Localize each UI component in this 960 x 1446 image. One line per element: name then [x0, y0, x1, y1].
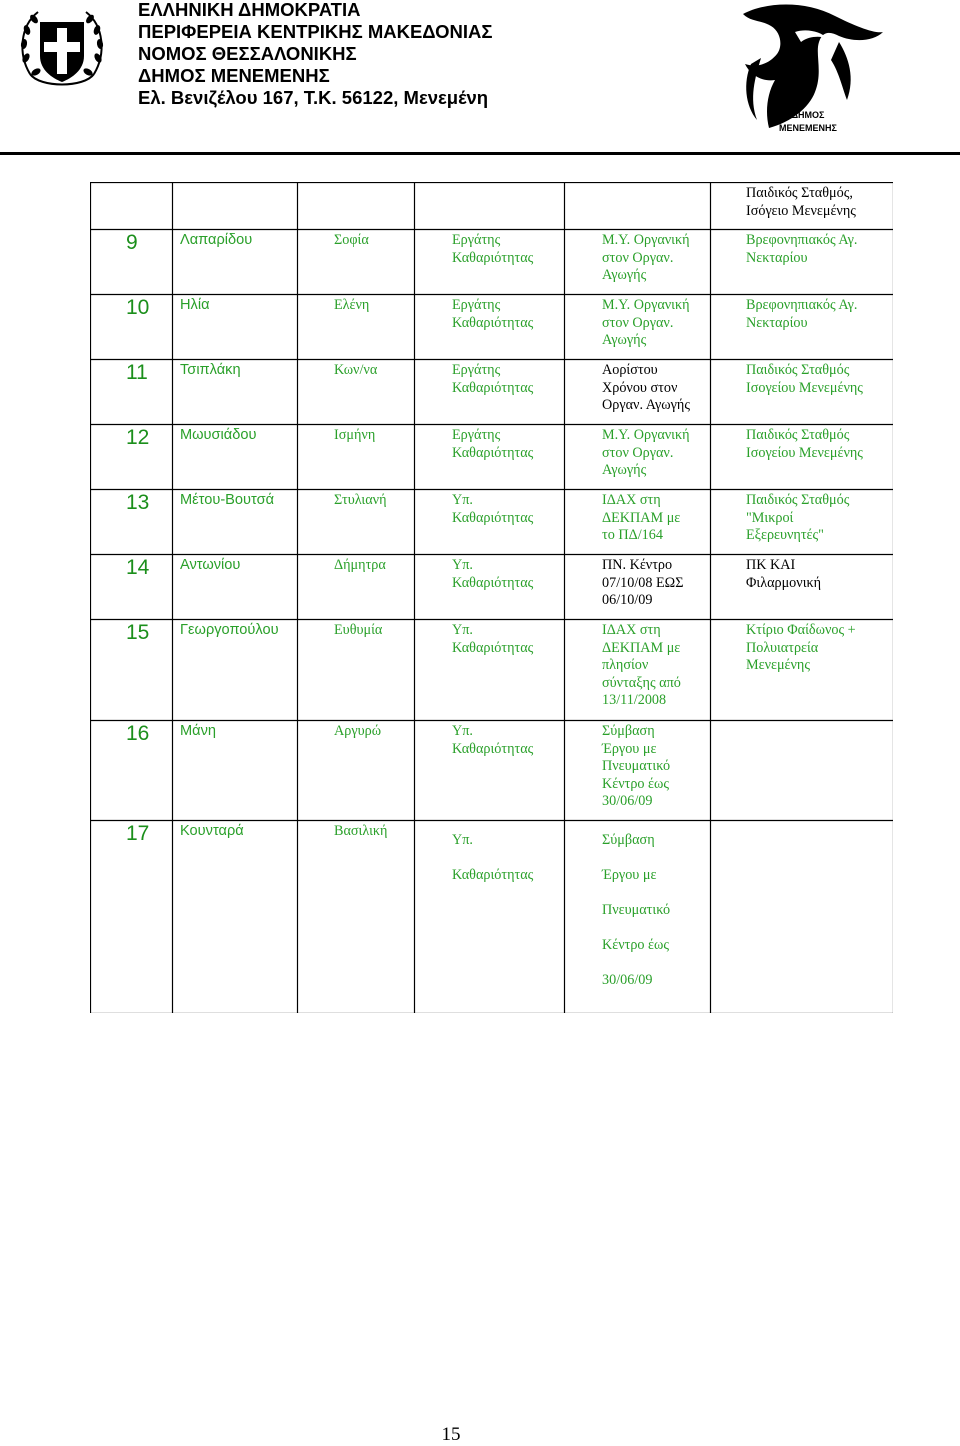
greek-coat-of-arms-icon [16, 4, 108, 96]
position-cell [452, 492, 533, 527]
service-cell-line: 30/06/09 [602, 972, 653, 988]
position-cell-line: Καθαριότητας [452, 639, 534, 656]
service-cell-line: Έργου με [602, 867, 657, 883]
service-cell-line: ΔΕΚΠΑΜ με [602, 509, 681, 526]
service-cell-line: πλησίον [602, 657, 649, 674]
service-cell [602, 297, 690, 350]
row-number: 12 [126, 426, 150, 449]
location-line: Παιδικός Σταθμός, [746, 185, 853, 201]
first-name-cell: Σοφία [334, 232, 369, 248]
position-cell-line: Καθαριότητας [452, 574, 534, 591]
location-cell [746, 362, 863, 397]
letterhead [0, 0, 960, 160]
location-cell [746, 232, 857, 267]
service-cell-line: ΙΔΑΧ στη [602, 622, 661, 638]
first-name-cell: Αργυρώ [334, 723, 382, 739]
location-cell-line: "Μικροί [746, 509, 794, 526]
org-line-address: Ελ. Βενιζέλου 167, Τ.Κ. 56122, Μενεμένη [138, 87, 489, 108]
service-cell-line: Αγωγής [602, 267, 647, 284]
service-cell-line: Αγωγής [602, 462, 647, 479]
service-cell-line: Μ.Υ. Οργανική [602, 232, 690, 248]
organization-address-block [138, 0, 498, 109]
position-cell [452, 297, 533, 332]
location-cell-line: Βρεφονηπιακός Αγ. [746, 232, 858, 248]
service-cell [602, 427, 690, 480]
location-cell-line: Φιλαρμονική [746, 574, 822, 591]
first-name-cell: Ισμήνη [334, 427, 376, 443]
position-cell [452, 427, 533, 462]
service-cell-line: Σύμβαση [602, 832, 655, 848]
location-cell-line: Νεκταρίου [746, 314, 808, 331]
location-cell-line: Ισογείου Μενεμένης [746, 379, 863, 396]
org-line-municipality: ΔΗΜΟΣ ΜΕΝΕΜΕΝΗΣ [138, 65, 330, 86]
position-cell [452, 622, 533, 657]
location-cell [746, 297, 857, 332]
service-cell-line: Κέντρο έως [602, 937, 669, 953]
position-cell-line: Καθαριότητας [452, 314, 534, 331]
service-cell-line: σύνταξης από [602, 674, 681, 691]
service-cell-line: Πνευματικό [602, 902, 671, 918]
row-number: 10 [126, 296, 150, 319]
position-cell-line: Εργάτης [452, 297, 501, 313]
position-cell-line: Υπ. [452, 723, 473, 739]
service-cell [602, 723, 670, 811]
org-line-prefecture: ΝΟΜΟΣ ΘΕΣΣΑΛΟΝΙΚΗΣ [138, 43, 357, 64]
service-cell [602, 823, 670, 998]
service-cell-line: ΔΕΚΠΑΜ με [602, 639, 681, 656]
service-cell [602, 362, 690, 415]
row-number: 17 [126, 822, 150, 845]
first-name-cell: Δήμητρα [334, 557, 386, 573]
service-cell-line: στον Οργαν. [602, 444, 674, 461]
first-name-cell: Ευθυμία [334, 622, 383, 638]
row-number: 14 [126, 556, 150, 579]
position-cell-line: Εργάτης [452, 362, 501, 378]
logo-caption-line: ΜΕΝΕΜΕΝΗΣ [779, 123, 837, 133]
position-cell-line: Καθαριότητας [452, 509, 534, 526]
service-cell-line: Κέντρο έως [602, 775, 669, 792]
position-cell [452, 723, 533, 758]
row-number: 11 [126, 361, 148, 384]
location-cell [746, 427, 863, 462]
surname-cell: Μωυσιάδου [180, 427, 257, 443]
position-cell [452, 362, 533, 397]
location-cell [746, 557, 821, 592]
service-cell-line: στον Οργαν. [602, 314, 674, 331]
service-cell-line: Έργου με [602, 740, 657, 757]
row-number: 16 [126, 722, 150, 745]
row-number: 15 [126, 621, 150, 644]
surname-cell: Ηλία [180, 297, 210, 313]
position-cell-line: Καθαριότητας [452, 249, 534, 266]
position-cell-line: Υπ. [452, 557, 473, 573]
service-cell-line: Αορίστου [602, 362, 658, 378]
service-cell-line: το ΠΔ/164 [602, 527, 663, 544]
page-number: 15 [441, 1424, 461, 1445]
surname-cell: Γεωργοπούλου [180, 622, 279, 638]
position-cell-line: Καθαριότητας [452, 379, 534, 396]
service-cell-line: Μ.Υ. Οργανική [602, 297, 690, 313]
org-line-country: ΕΛΛΗΝΙΚΗ ΔΗΜΟΚΡΑΤΙΑ [138, 0, 361, 20]
location-cell-line: ΠΚ ΚΑΙ [746, 557, 796, 573]
surname-cell: Μάνη [180, 723, 217, 739]
service-cell-line: ΙΔΑΧ στη [602, 492, 661, 508]
location-cell [746, 492, 849, 545]
service-cell-line: Σύμβαση [602, 723, 655, 739]
service-cell [602, 232, 690, 285]
position-cell-line: Υπ. [452, 492, 473, 508]
service-cell-line: Πνευματικό [602, 758, 671, 775]
surname-cell: Αντωνίου [180, 557, 241, 573]
position-cell-line: Εργάτης [452, 427, 501, 443]
logo-caption-line: ΔΗΜΟΣ [791, 110, 825, 120]
surname-cell: Κουνταρά [180, 823, 244, 839]
service-cell-line: Χρόνου στον [602, 379, 678, 396]
row-number: 13 [126, 491, 150, 514]
position-cell-line: Καθαριότητας [452, 867, 534, 883]
header-divider [0, 152, 960, 155]
position-cell [452, 232, 533, 267]
first-name-cell: Ελένη [334, 297, 370, 313]
service-cell-line: Μ.Υ. Οργανική [602, 427, 690, 443]
surname-cell: Λαπαρίδου [180, 232, 253, 248]
position-cell-line: Καθαριότητας [452, 740, 534, 757]
service-cell [602, 557, 683, 610]
location-cell-line: Παιδικός Σταθμός [746, 427, 850, 443]
location-cell-line: Ισογείου Μενεμένης [746, 444, 863, 461]
service-cell-line: Αγωγής [602, 332, 647, 349]
location-cell-line: Παιδικός Σταθμός [746, 362, 850, 378]
first-name-cell: Στυλιανή [334, 492, 387, 508]
location-cell-line: Εξερευνητές" [746, 527, 824, 544]
service-cell [602, 492, 680, 545]
top-row-location [746, 185, 856, 220]
location-cell-line: Μενεμένης [746, 657, 810, 674]
first-name-cell: Βασιλική [334, 823, 388, 839]
service-cell-line: 07/10/08 ΕΩΣ [602, 574, 684, 591]
location-cell-line: Πολυιατρεία [746, 639, 819, 656]
service-cell-line: 13/11/2008 [602, 692, 667, 709]
surname-cell: Μέτου-Βουτσά [180, 492, 275, 508]
position-cell [452, 557, 533, 592]
location-cell-line: Παιδικός Σταθμός [746, 492, 850, 508]
position-cell-line: Καθαριότητας [452, 444, 534, 461]
location-line: Ισόγειο Μενεμένης [746, 202, 856, 219]
service-cell-line: ΠΝ. Κέντρο [602, 557, 673, 573]
logo-caption [778, 109, 838, 135]
location-cell-line: Νεκταρίου [746, 249, 808, 266]
position-cell-line: Υπ. [452, 832, 473, 848]
location-cell-line: Κτίριο Φαίδωνος + [746, 622, 856, 638]
location-cell-line: Βρεφονηπιακός Αγ. [746, 297, 858, 313]
location-cell [746, 622, 856, 675]
service-cell-line: 30/06/09 [602, 793, 653, 810]
position-cell-line: Εργάτης [452, 232, 501, 248]
position-cell-line: Υπ. [452, 622, 473, 638]
position-cell [452, 823, 533, 893]
surname-cell: Τσιπλάκη [180, 362, 241, 378]
row-number: 9 [126, 231, 138, 254]
service-cell-line: 06/10/09 [602, 592, 653, 609]
org-line-region: ΠΕΡΙΦΕΡΕΙΑ ΚΕΝΤΡΙΚΗΣ ΜΑΚΕΔΟΝΙΑΣ [138, 21, 493, 42]
staff-assignment-table [90, 182, 893, 1013]
first-name-cell: Κων/να [334, 362, 378, 378]
service-cell-line: στον Οργαν. [602, 249, 674, 266]
service-cell-line: Οργαν. Αγωγής [602, 397, 690, 414]
service-cell [602, 622, 681, 710]
